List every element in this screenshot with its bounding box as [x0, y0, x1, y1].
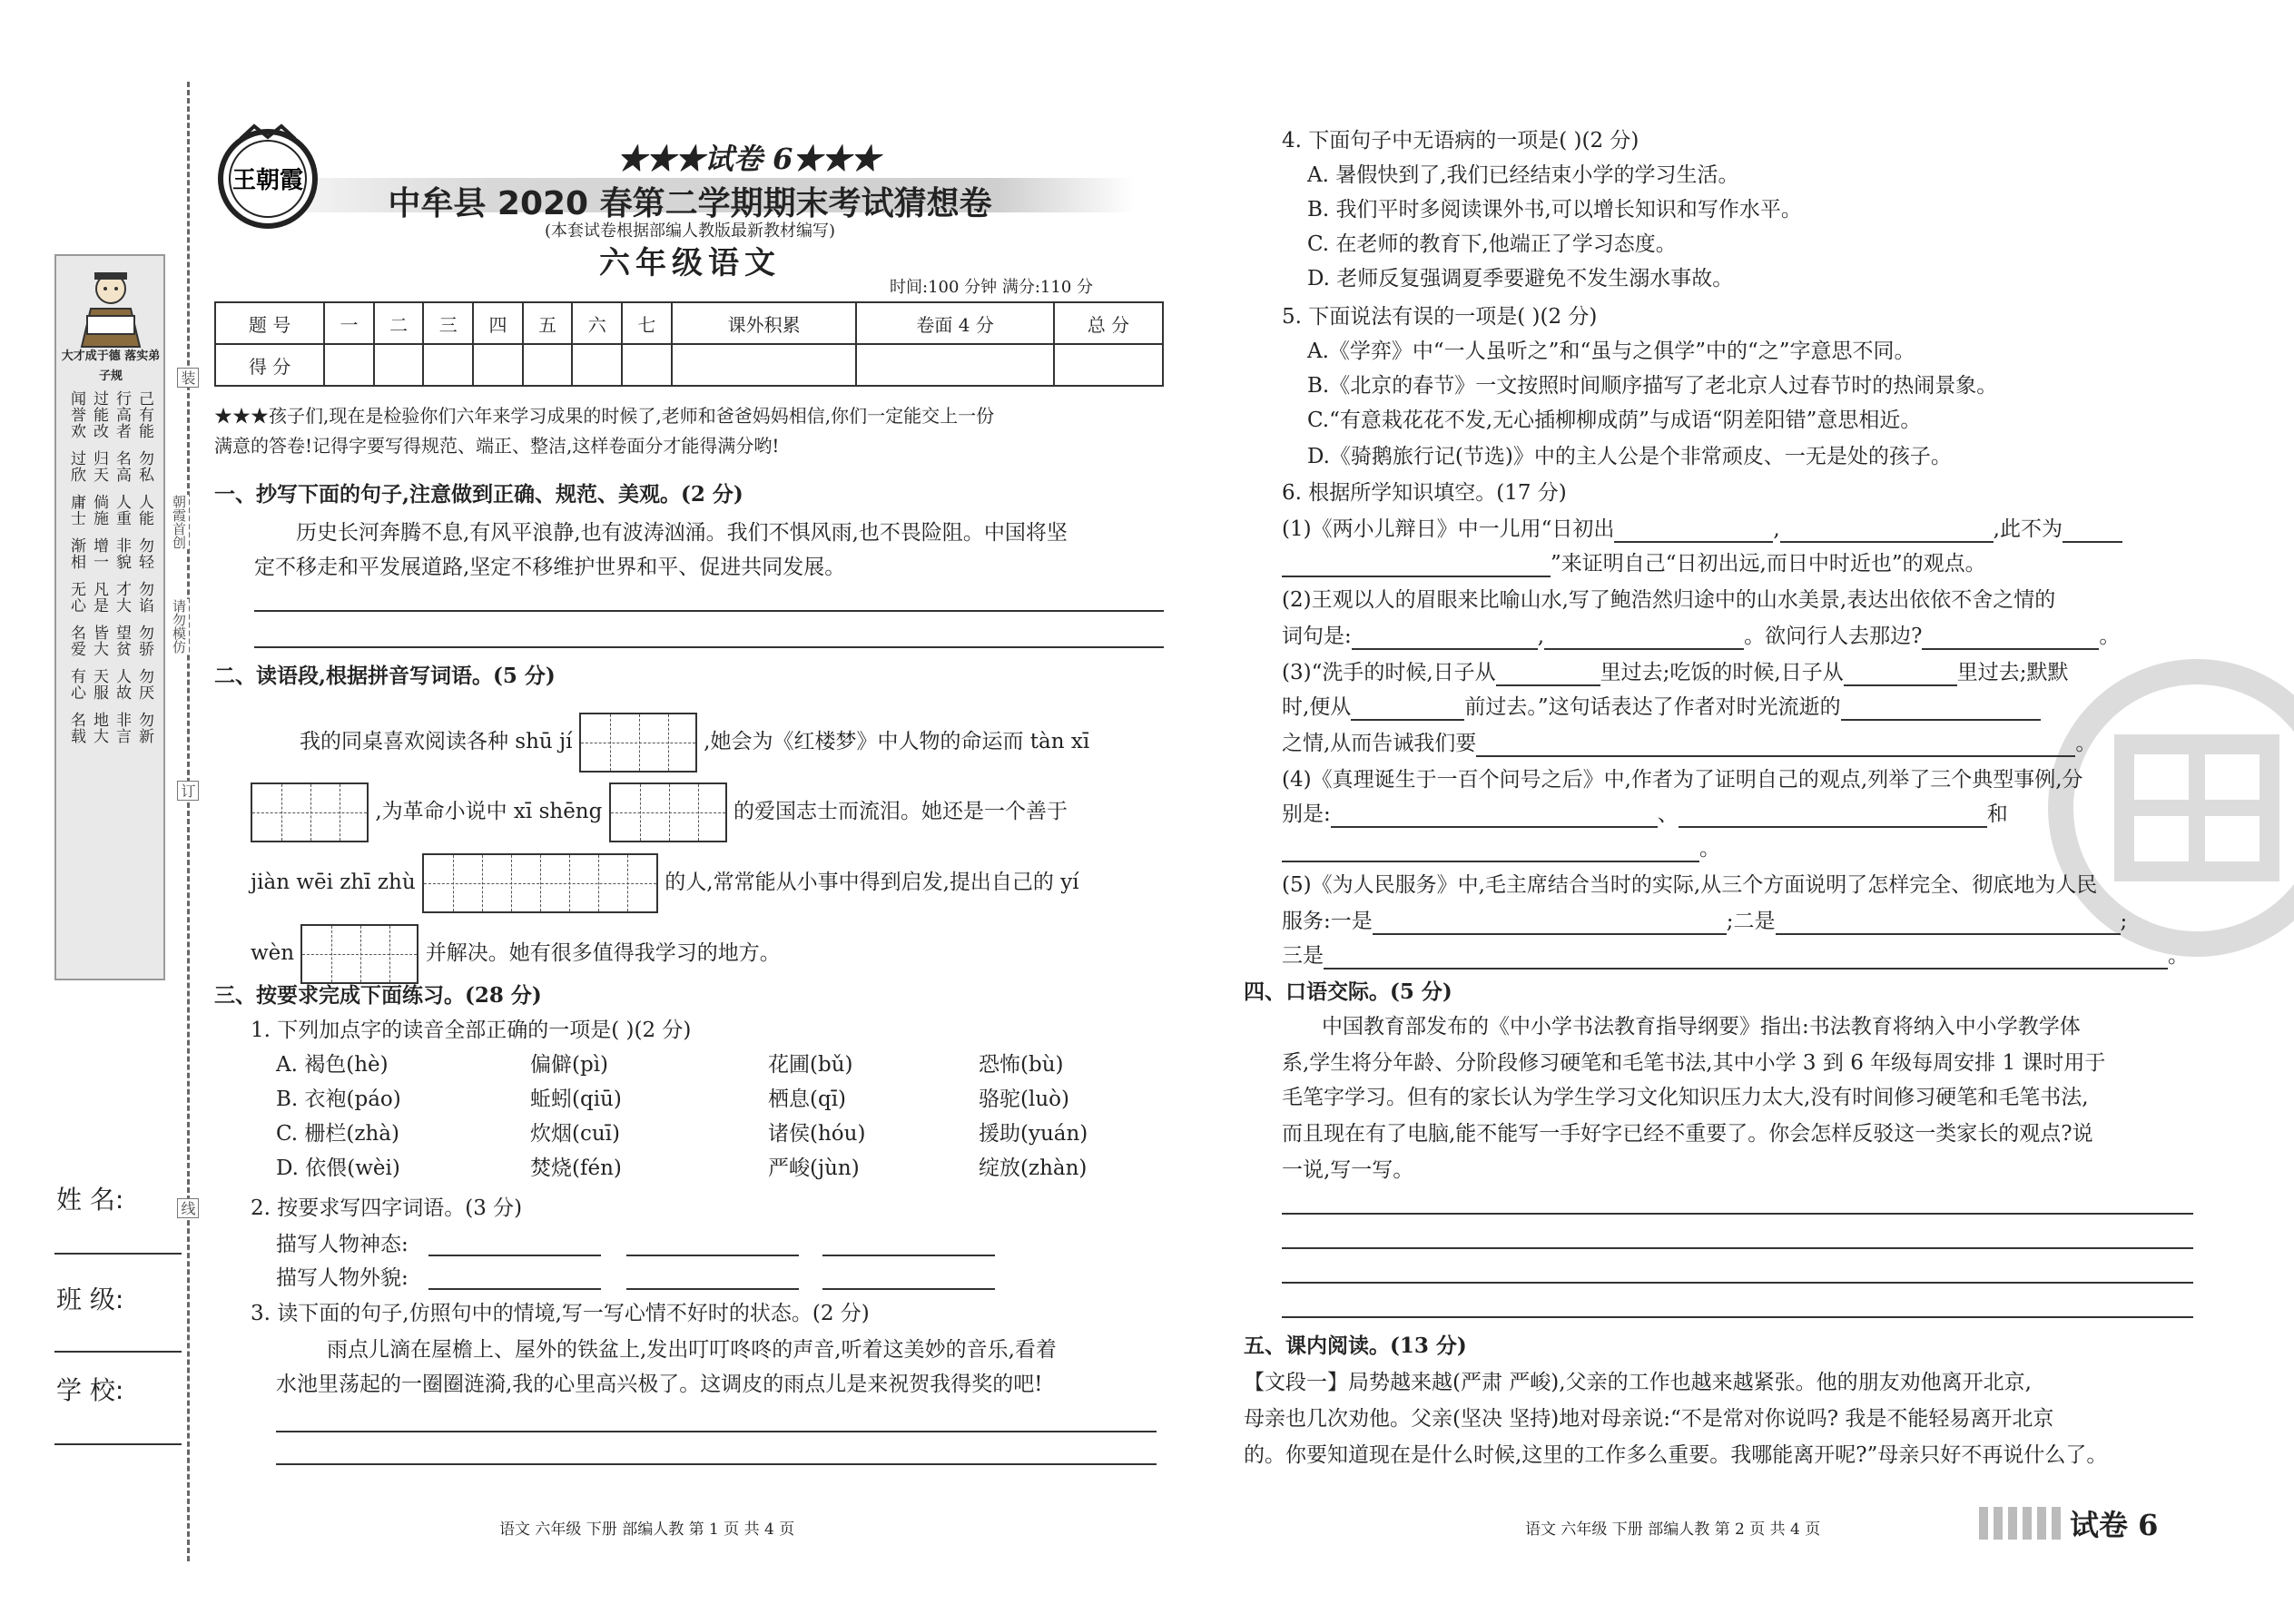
- pinyin-box-tanxi[interactable]: [251, 782, 369, 842]
- side-note-1: 朝霞首创: [171, 495, 187, 549]
- score-header-cell: 一: [324, 302, 374, 344]
- q6-5-blank-2[interactable]: [1776, 911, 2121, 935]
- grade-subject: 六年级语文: [599, 245, 781, 281]
- score-row-label: 得 分: [215, 344, 324, 386]
- q2-text: 2. 按要求写四字词语。(3 分): [251, 1196, 523, 1220]
- q6-3-blank-1[interactable]: [1496, 663, 1600, 686]
- copy-text-2: 定不移走和平发展道路,坚定不移维护世界和平、促进共同发展。: [254, 556, 846, 579]
- score-header-cell: 三: [423, 302, 473, 344]
- poem-column: 非貌: [113, 537, 131, 570]
- q6-4-text-c: 和: [1986, 802, 2008, 826]
- poem-column: 人能: [135, 494, 153, 527]
- q6-2-blank-1[interactable]: [1352, 626, 1538, 650]
- score-header-cell: 总 分: [1054, 302, 1163, 344]
- poem-column: 名高: [113, 450, 131, 483]
- q6-3-text-d: 时,便从: [1282, 695, 1352, 719]
- motto-text: 大才成于德 落实弟子规: [61, 349, 161, 383]
- s4-para-4: 而且现在有了电脑,能不能写一手好字已经不重要了。你会怎样反驳这一类家长的观点?说: [1282, 1122, 2093, 1146]
- exam-tag: 试卷 6: [2070, 1508, 2159, 1542]
- q6-5-text-d: 三是: [1282, 944, 1324, 968]
- poem-column: 勿骄: [135, 625, 153, 657]
- school-line[interactable]: [54, 1443, 182, 1445]
- q6-5-line-2: 服务:一是 ;二是 ;: [1282, 910, 2128, 933]
- exam-subtitle: (本套试卷根据部编人教版最新教材编写): [544, 221, 836, 241]
- poem-group: [56, 390, 163, 439]
- score-input-cell[interactable]: [374, 344, 424, 386]
- pinyin-box-jianweizhizhu[interactable]: [422, 853, 658, 913]
- q3-answer-line-2[interactable]: [276, 1463, 1157, 1465]
- score-header-cell: 四: [473, 302, 523, 344]
- score-value-row: [215, 344, 1163, 386]
- q4-option-b: B. 我们平时多阅读课外书,可以增长知识和写作水平。: [1307, 198, 1802, 221]
- s4-answer-line-1[interactable]: [1282, 1213, 2193, 1215]
- q6-3-text-f: 之情,从而告诫我们要: [1282, 732, 1477, 755]
- q5-text: 5. 下面说法有误的一项是( )(2 分): [1282, 305, 1598, 329]
- poem-column: 地大: [90, 712, 108, 744]
- q4-option-d: D. 老师反复强调夏季要避免不发生溺水事故。: [1307, 267, 1734, 290]
- poem-column: 才大: [113, 581, 131, 614]
- q6-1-line-1: (1)《两小儿辩日》中一儿用“日初出 , ,此不为: [1282, 516, 2122, 543]
- score-header-row: [215, 302, 1163, 344]
- poem-column: 名爱: [67, 625, 85, 657]
- q1-option-cell: A. 褐色(hè): [276, 1053, 389, 1077]
- score-header-cell: 题 号: [215, 302, 324, 344]
- q6-4-text-b: 别是:: [1282, 802, 1331, 826]
- footer-left: 语文 六年级 下册 部编人教 第 1 页 共 4 页: [499, 1521, 795, 1539]
- side-note-2: 请勿模仿: [171, 599, 187, 654]
- q6-1-blank-4[interactable]: [1282, 554, 1551, 577]
- s4-answer-line-4[interactable]: [1282, 1316, 2193, 1318]
- q6-4-blank-3[interactable]: [1282, 839, 1699, 862]
- pinyin-text-1a: 我的同桌喜欢阅读各种 shū jí: [300, 730, 573, 753]
- poem-column: 勿厌: [135, 668, 153, 701]
- school-label: 学 校:: [56, 1375, 124, 1405]
- q6-1-text-c: ”来证明自己“日初出远,而日中时近也”的观点。: [1551, 552, 1986, 576]
- pinyin-text-2b: 的爱国志士而流泪。她还是一个善于: [733, 800, 1068, 823]
- binding-mark-1: 装: [177, 368, 199, 388]
- score-input-cell[interactable]: [672, 344, 857, 386]
- q2b-blank-2[interactable]: [626, 1288, 799, 1290]
- poem-column: 人重: [113, 494, 131, 527]
- copy-answer-line-1[interactable]: [254, 610, 1164, 612]
- poem-column: 名载: [67, 712, 85, 744]
- q1-option-cell: 绽放(zhàn): [979, 1156, 1088, 1180]
- q1-option-cell: 栖息(qī): [768, 1088, 847, 1111]
- q2b-label: 描写人物外貌:: [276, 1266, 409, 1290]
- q4-text: 4. 下面句子中无语病的一项是( )(2 分): [1282, 129, 1639, 153]
- q6-4-blank-1[interactable]: [1331, 804, 1658, 828]
- q6-2-text-c: 。欲问行人去那边?: [1744, 625, 1923, 648]
- copy-answer-line-2[interactable]: [254, 646, 1164, 648]
- score-table: [214, 301, 1164, 387]
- class-line[interactable]: [54, 1351, 182, 1353]
- score-input-cell[interactable]: [324, 344, 374, 386]
- motto-sidebar: [54, 254, 165, 980]
- q2b-blank-1[interactable]: [428, 1288, 601, 1290]
- q6-3-blank-4[interactable]: [1841, 697, 2041, 721]
- poem-column: 勿私: [135, 450, 153, 483]
- q1-option-cell: 炊烟(cuī): [530, 1122, 620, 1146]
- tag-pattern: [1979, 1507, 2061, 1540]
- poem-column: 非言: [113, 712, 131, 744]
- pinyin-text-2a: ,为革命小说中 xī shēng: [375, 800, 603, 823]
- s5-para-1: 【文段一】局势越来越(严肃 严峻),父亲的工作也越来越紧张。他的朋友劝他离开北京,: [1244, 1371, 2032, 1394]
- s4-para-3: 毛笔字学习。但有的家长认为学生学习文化知识压力太大,没有时间修习硬笔和毛笔书法,: [1282, 1086, 2089, 1109]
- q3-text: 3. 读下面的句子,仿照句中的情境,写一写心情不好时的状态。(2 分): [251, 1302, 870, 1325]
- q2a-blank-1[interactable]: [428, 1255, 601, 1256]
- q6-3-text-e: 前过去。”这句话表达了作者对时光流逝的: [1464, 695, 1841, 719]
- pinyin-text-1b: ,她会为《红楼梦》中人物的命运而 tàn xī: [704, 730, 1090, 753]
- pinyin-line-3: [251, 853, 1079, 913]
- score-input-cell[interactable]: [523, 344, 573, 386]
- q6-4-blank-2[interactable]: [1679, 804, 1987, 828]
- poem-columns: [56, 390, 163, 755]
- score-header-cell: 二: [374, 302, 424, 344]
- score-header-cell: 卷面 4 分: [856, 302, 1053, 344]
- poem-column: 人故: [113, 668, 131, 701]
- poem-column: 己有能: [135, 390, 153, 439]
- q1-option-cell: 援助(yuán): [979, 1122, 1088, 1146]
- s4-para-1: 中国教育部发布的《中小学书法教育指导纲要》指出:书法教育将纳入中小学教学体: [1322, 1015, 2081, 1038]
- score-input-cell[interactable]: [622, 344, 672, 386]
- q4-option-a: A. 暑假快到了,我们已经结束小学的学习生活。: [1307, 163, 1739, 187]
- q1-option-cell: 严峻(jùn): [768, 1156, 860, 1180]
- q1-option-cell: 偏僻(pì): [530, 1053, 609, 1077]
- poem-column: 勿新: [135, 712, 153, 744]
- s4-answer-line-3[interactable]: [1282, 1282, 2193, 1284]
- score-input-cell[interactable]: [572, 344, 622, 386]
- q3-para-2: 水池里荡起的一圈圈涟漪,我的心里高兴极了。这调皮的雨点儿是来祝贺我得奖的吧!: [276, 1373, 1043, 1396]
- poem-group: [56, 450, 163, 483]
- pinyin-box-xisheng[interactable]: [609, 782, 727, 842]
- q6-2-blank-3[interactable]: [1922, 626, 2099, 650]
- pinyin-line-2: [251, 782, 1068, 842]
- class-label: 班 级:: [56, 1284, 124, 1314]
- q6-5-blank-3[interactable]: [1324, 946, 2168, 969]
- name-label: 姓 名:: [56, 1185, 124, 1215]
- binding-mark-2: 订: [177, 781, 199, 801]
- poem-column: 增一: [90, 537, 108, 570]
- copy-text-1: 历史长河奔腾不息,有风平浪静,也有波涛汹涌。我们不惧风雨,也不畏险阻。中国将坚: [296, 521, 1068, 545]
- binding-margin: [0, 0, 196, 1624]
- poem-column: 过能改: [90, 390, 108, 439]
- q1-option-cell: D. 依偎(wèi): [276, 1156, 400, 1180]
- s5-para-2: 母亲也几次劝他。父亲(坚决 坚持)地对母亲说:“不是常对你说吗? 我是不能轻易离开北京: [1244, 1407, 2054, 1431]
- pinyin-line-4: [251, 924, 781, 984]
- q6-5-blank-1[interactable]: [1373, 911, 1727, 935]
- section-2-title: 二、读语段,根据拼音写词语。(5 分): [214, 664, 556, 688]
- q6-text: 6. 根据所学知识填空。(17 分): [1282, 481, 1567, 505]
- score-input-cell[interactable]: [423, 344, 473, 386]
- q1-option-cell: 诸侯(hóu): [768, 1122, 866, 1146]
- s4-para-2: 系,学生将分年龄、分阶段修习硬笔和毛笔书法,其中小学 3 到 6 年级每周安排 1 课时用于: [1282, 1051, 2106, 1075]
- poem-group: [56, 537, 163, 570]
- poem-group: [56, 494, 163, 527]
- poem-group: [56, 712, 163, 744]
- pinyin-text-4b: 并解决。她有很多值得我学习的地方。: [425, 941, 781, 965]
- q6-1-line-2: [1282, 550, 1986, 577]
- q6-5-line-1: (5)《为人民服务》中,毛主席结合当时的实际,从三个方面说明了怎样完全、彻底地为人民: [1282, 873, 2098, 897]
- q5-option-b: B.《北京的春节》一文按照时间顺序描写了老北京人过春节时的热闹景象。: [1307, 374, 1998, 398]
- poem-column: 天服: [90, 668, 108, 701]
- s4-para-5: 一说,写一写。: [1282, 1158, 1414, 1182]
- q6-1-blank-2[interactable]: [1780, 519, 1994, 543]
- logo-text: 王朝霞: [231, 167, 304, 194]
- pinyin-text-3b: 的人,常常能从小事中得到启发,提出自己的 yí: [665, 871, 1079, 894]
- q6-3-text-b: 里过去;吃饭的时候,日子从: [1600, 661, 1844, 684]
- poem-column: 闻誉欢: [67, 390, 85, 439]
- q6-1-text-a: (1)《两小儿辩日》中一儿用“日初出: [1282, 517, 1615, 541]
- name-line[interactable]: [54, 1253, 182, 1255]
- poem-column: 归天: [90, 450, 108, 483]
- poem-column: 凡是: [90, 581, 108, 614]
- score-header-cell: 五: [523, 302, 573, 344]
- q6-3-blank-2[interactable]: [1844, 663, 1957, 686]
- poem-group: [56, 625, 163, 657]
- poem-column: 皆大: [90, 625, 108, 657]
- footer-right: 语文 六年级 下册 部编人教 第 2 页 共 4 页: [1525, 1521, 1821, 1539]
- poem-column: 无心: [67, 581, 85, 614]
- q6-2-line-1: (2)王观以人的眉眼来比喻山水,写了鲍浩然归途中的山水美景,表达出依依不舍之情的: [1282, 588, 2056, 612]
- q1-option-cell: C. 栅栏(zhà): [276, 1122, 399, 1146]
- q6-3-blank-5[interactable]: [1476, 733, 2075, 757]
- exam-number: ★★★试卷 6★★★: [617, 142, 881, 176]
- q1-option-cell: B. 衣袍(páo): [276, 1088, 401, 1111]
- q6-4-line-2: 别是: 、 和: [1282, 802, 2008, 826]
- poem-column: 行高者: [113, 390, 131, 439]
- q1-option-cell: 骆驼(luò): [979, 1088, 1069, 1111]
- score-header-cell: 七: [622, 302, 672, 344]
- poem-column: 有心: [67, 668, 85, 701]
- q2a-blank-3[interactable]: [822, 1255, 995, 1256]
- score-header-cell: 课外积累: [672, 302, 857, 344]
- q6-5-text-b: 服务:一是: [1282, 910, 1373, 933]
- exam-title: 中牟县 2020 春第二学期期末考试猜想卷: [388, 185, 992, 222]
- q3-para-1: 雨点儿滴在屋檐上、屋外的铁盆上,发出叮叮咚咚的声音,听着这美妙的音乐,看着: [327, 1338, 1057, 1362]
- q6-3-line-2: [1282, 694, 2041, 721]
- binding-mark-3: 线: [177, 1198, 199, 1218]
- q4-option-c: C. 在老师的教育下,他端正了学习态度。: [1307, 232, 1677, 256]
- q1-option-cell: 蚯蚓(qiū): [530, 1088, 622, 1111]
- poem-column: 勿轻: [135, 537, 153, 570]
- poem-column: 勿谄: [135, 581, 153, 614]
- section-3-title: 三、按要求完成下面练习。(28 分): [214, 983, 542, 1008]
- q1-option-cell: 恐怖(bù): [979, 1053, 1064, 1077]
- binding-dashed-line: [187, 82, 190, 1561]
- pinyin-box-shuji[interactable]: [579, 713, 697, 773]
- q6-3-blank-3[interactable]: [1351, 697, 1464, 721]
- intro-line-1: ★★★孩子们,现在是检验你们六年来学习成果的时候了,老师和爸爸妈妈相信,你们一定能交上一份: [214, 405, 995, 427]
- q6-2-text-b: 词句是:: [1282, 625, 1352, 648]
- q5-option-a: A.《学弈》中“一人虽听之”和“虽与之俱学”中的“之”字意思不同。: [1307, 340, 1915, 363]
- score-input-cell[interactable]: [856, 344, 1053, 386]
- q2b-blank-3[interactable]: [822, 1288, 995, 1290]
- q1-text: 1. 下列加点字的读音全部正确的一项是( )(2 分): [251, 1019, 692, 1042]
- pinyin-text-4a: wèn: [251, 941, 295, 965]
- section-5-title: 五、课内阅读。(13 分): [1244, 1334, 1467, 1358]
- q6-3-text-a: (3)“洗手的时候,日子从: [1282, 661, 1496, 684]
- q6-3-line-3: 之情,从而告诫我们要 。: [1282, 732, 2097, 755]
- q1-option-cell: 花圃(bǔ): [768, 1053, 853, 1077]
- s4-answer-line-2[interactable]: [1282, 1247, 2193, 1249]
- q2a-blank-2[interactable]: [626, 1255, 799, 1256]
- q6-4-line-3: 。: [1282, 835, 1720, 862]
- q6-1-blank-3[interactable]: [2063, 519, 2122, 543]
- q6-5-line-3: 三是 。: [1282, 944, 2189, 968]
- q2a-label: 描写人物神态:: [276, 1233, 409, 1256]
- poem-column: 望贫: [113, 625, 131, 657]
- q6-1-text-b: ,此不为: [1993, 517, 2063, 541]
- poem-group: [56, 668, 163, 701]
- q6-2-blank-2[interactable]: [1544, 626, 1744, 650]
- poem-column: 过欣: [67, 450, 85, 483]
- pinyin-text-3a: jiàn wēi zhī zhù: [251, 871, 416, 894]
- q6-2-line-2: 词句是: , 。欲问行人去那边? 。: [1282, 625, 2121, 648]
- intro-line-2: 满意的答卷!记得字要写得规范、端正、整洁,这样卷面分才能得满分哟!: [214, 435, 780, 457]
- section-4-title: 四、口语交际。(5 分): [1244, 979, 1452, 1004]
- q6-5-text-c: ;二是: [1726, 910, 1776, 933]
- q5-option-c: C.“有意栽花花不发,无心插柳柳成荫”与成语“阴差阳错”意思相近。: [1307, 408, 1922, 432]
- time-score: 时间:100 分钟 满分:110 分: [890, 278, 1094, 297]
- poem-group: [56, 581, 163, 614]
- q6-1-blank-1[interactable]: [1614, 519, 1773, 543]
- poem-column: 庸士: [67, 494, 85, 527]
- section-1-title: 一、抄写下面的句子,注意做到正确、规范、美观。(2 分): [214, 482, 743, 507]
- score-input-cell[interactable]: [1054, 344, 1163, 386]
- poem-column: 渐相: [67, 537, 85, 570]
- q5-option-d: D.《骑鹅旅行记(节选)》中的主人公是个非常顽皮、一无是处的孩子。: [1307, 445, 1952, 468]
- q3-answer-line-1[interactable]: [276, 1431, 1157, 1432]
- s5-para-3: 的。你要知道现在是什么时候,这里的工作多么重要。我哪能离开呢?”母亲只好不再说什么了。: [1244, 1443, 2108, 1467]
- scholar-mascot-icon: [69, 265, 153, 349]
- q1-option-cell: 焚烧(fén): [530, 1156, 622, 1180]
- q6-3-line-1: [1282, 659, 2068, 686]
- score-input-cell[interactable]: [473, 344, 523, 386]
- pinyin-box-yiwen[interactable]: [300, 924, 418, 984]
- poem-column: 倘施: [90, 494, 108, 527]
- pinyin-line-1: [300, 713, 1089, 773]
- q6-4-line-1: (4)《真理诞生于一百个问号之后》中,作者为了证明自己的观点,列举了三个典型事例,分: [1282, 768, 2083, 792]
- score-header-cell: 六: [572, 302, 622, 344]
- q6-3-text-c: 里过去;默默: [1956, 661, 2069, 684]
